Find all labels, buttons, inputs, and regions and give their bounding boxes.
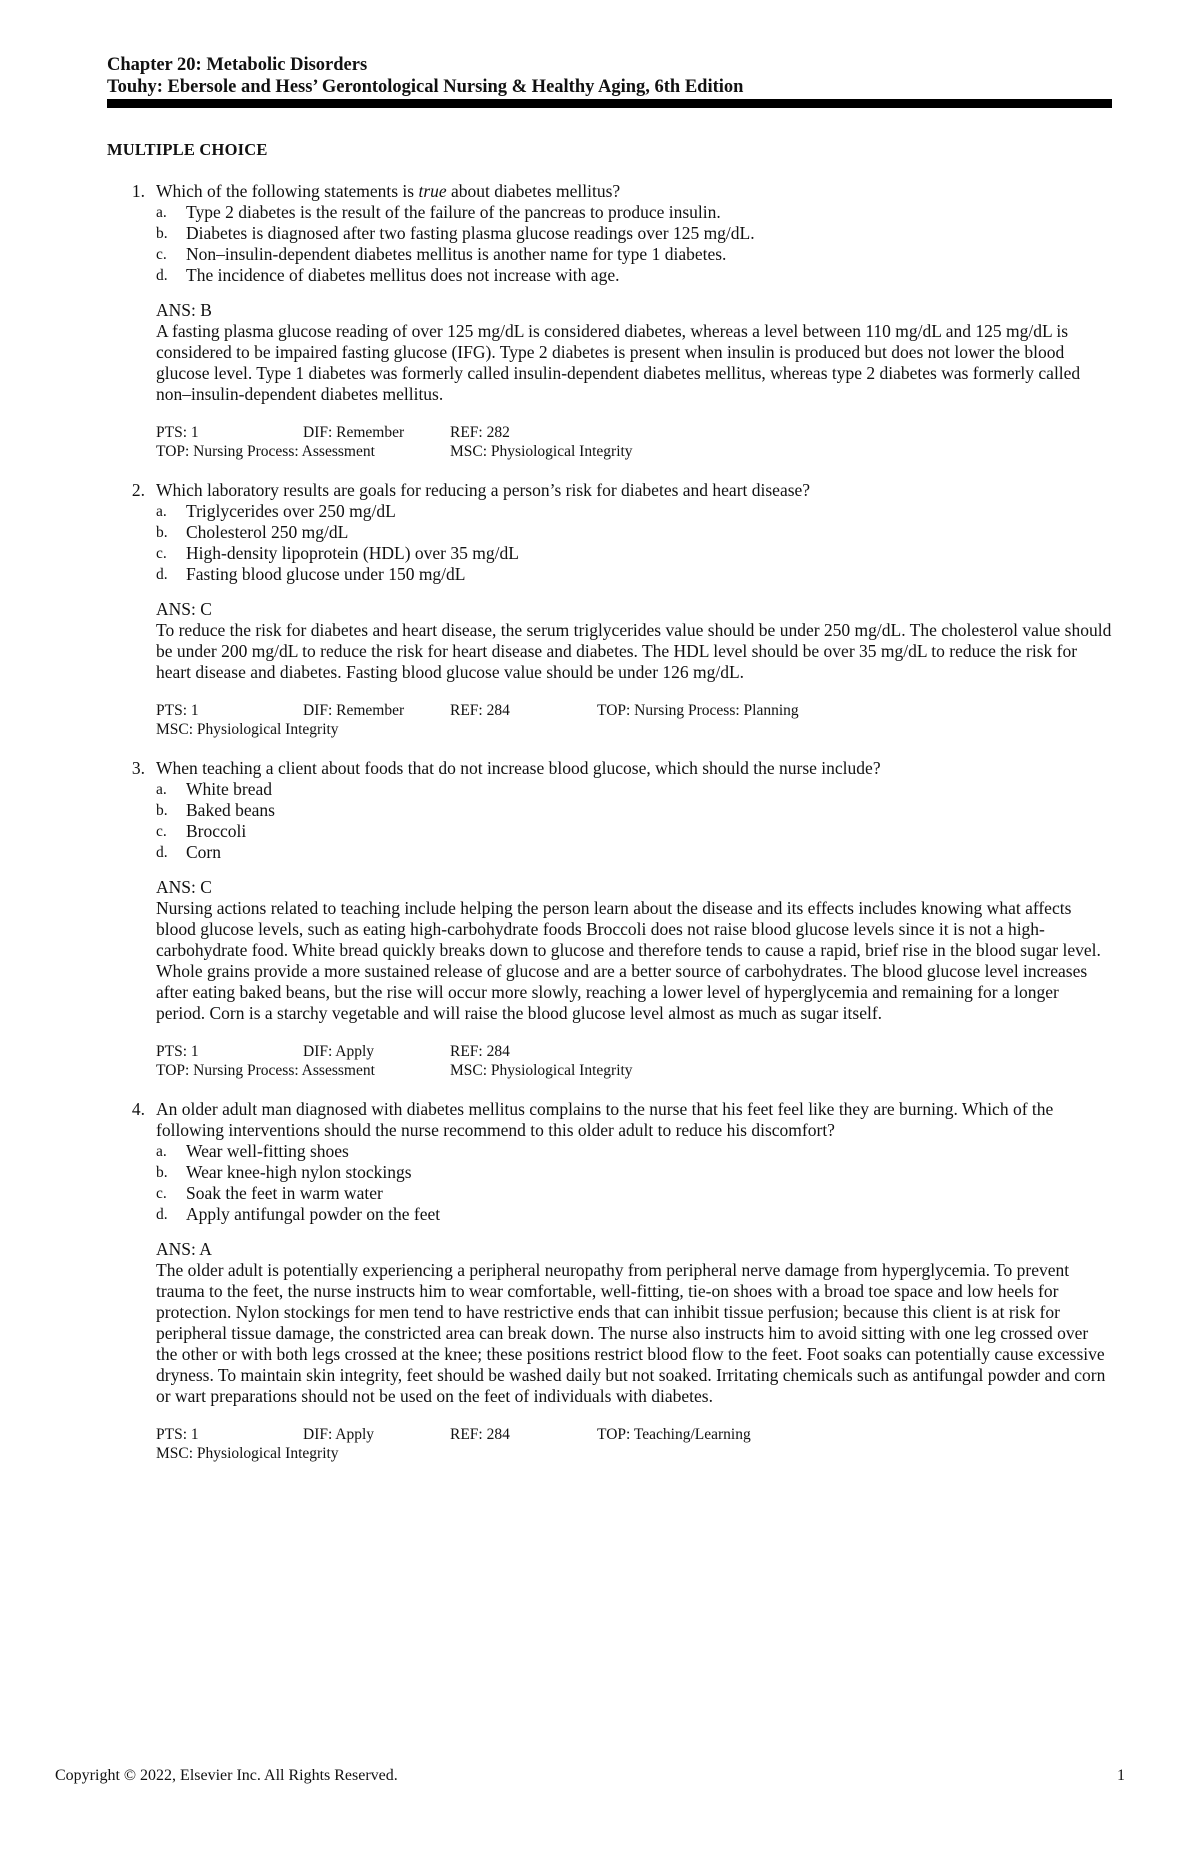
option-d: d. Corn [156,842,221,862]
option-b: b. Cholesterol 250 mg/dL [156,522,349,542]
option-c: c. Broccoli [156,821,247,841]
option-d: d. Apply antifungal powder on the feet [156,1204,441,1224]
rationale: A fasting plasma glucose reading of over 125 mg/dL is considered diabetes, whereas a level between 110 mg/dL and 125 mg/dL is considered to be impaired fasting glucose (IFG). Type 2 diabetes is present when insulin is produced but does not lower the blood glucose level. Type 1 diabetes was formerly called insulin-dependent diabetes mellitus, whereas type 2 diabetes was formerly called non–insulin-dependent diabetes mellitus. [156,321,1081,404]
question-metadata: PTS: 1 DIF: Remember REF: 284 TOP: Nursing Process: Planning MSC: Physiological Integrity [156,702,799,738]
page-footer [55,1767,1125,1785]
rationale: The older adult is potentially experiencing a peripheral neuropathy from peripheral nerve damage from hyperglycemia. To prevent trauma to the feet, the nurse instructs him to wear comfortable, well-fitting, tie-on shoes with a broad toe space and low heels for protection. Nylon stockings for men tend to have restrictive ends that can inhibit tissue perfusion; because this client is at risk for peripheral tissue damage, the constricted area can break down. The nurse also instructs him to avoid sitting with one leg crossed over the other or with both legs crossed at the knee; these positions restrict blood flow to the feet. Foot soaks can potentially cause excessive dryness. To maintain skin integrity, feet should be washed daily but not soaked. Irritating chemicals such as antifungal powder and corn or wart preparations should not be used on the feet of individuals with diabetes. [156,1260,1106,1406]
option-b: b. Baked beans [156,800,275,820]
question-stem: Which of the following statements is true about diabetes mellitus? [156,181,621,201]
option-d: d. The incidence of diabetes mellitus does not increase with age. [156,265,620,285]
chapter-title: Chapter 20: Metabolic Disorders [107,55,368,75]
option-c: c. Non–insulin-dependent diabetes mellitus is another name for type 1 diabetes. [156,244,727,264]
option-b: b. Wear knee-high nylon stockings [156,1162,412,1182]
question-2 [107,480,1112,739]
copyright-notice: Copyright © 2022, Elsevier Inc. All Rights Reserved. [55,1767,398,1784]
question-stem: Which laboratory results are goals for reducing a person’s risk for diabetes and heart disease? [156,480,811,500]
question-number: 4. [131,1099,145,1119]
question-number: 1. [131,181,145,201]
answer-key: ANS: C [156,877,212,897]
option-c: c. High-density lipoprotein (HDL) over 35 mg/dL [156,543,519,563]
question-metadata: PTS: 1 DIF: Apply REF: 284 TOP: Nursing Process: Assessment MSC: Physiological Integrity [156,1043,633,1079]
page-number: 1 [1117,1767,1125,1784]
question-number: 3. [131,758,145,778]
question-stem: When teaching a client about foods that do not increase blood glucose, which should the nurse include? [156,758,881,778]
question-1 [107,181,1112,461]
question-4 [107,1099,1112,1463]
book-title: Touhy: Ebersole and Hess’ Gerontological Nursing & Healthy Aging, 6th Edition [107,77,744,97]
option-a: a. Type 2 diabetes is the result of the failure of the pancreas to produce insulin. [156,202,721,222]
document-header [107,54,1112,98]
rationale: Nursing actions related to teaching include helping the person learn about the disease and its effects includes knowing what affects blood glucose levels, such as eating high-carbohydrate foods Broccoli does not raise blood glucose levels since it is not a high-carbohydrate food. White bread quickly breaks down to glucose and therefore tends to cause a rapid, brief rise in the blood sugar level. Whole grains provide a more sustained release of glucose and are a better source of carbohydrates. The blood glucose level increases after eating baked beans, but the rise will occur more slowly, reaching a lower level of hyperglycemia and remaining for a longer period. Corn is a starchy vegetable and will raise the blood glucose level almost as much as sugar itself. [156,898,1101,1023]
question-metadata: PTS: 1 DIF: Apply REF: 284 TOP: Teaching/Learning MSC: Physiological Integrity [156,1426,751,1462]
answer-key: ANS: C [156,599,212,619]
answer-key: ANS: B [156,300,212,320]
section-title: MULTIPLE CHOICE [107,140,268,159]
option-b: b. Diabetes is diagnosed after two fasting plasma glucose readings over 125 mg/dL. [156,223,755,243]
option-a: a. Wear well-fitting shoes [156,1141,349,1161]
option-a: a. White bread [156,779,272,799]
answer-key: ANS: A [156,1239,212,1259]
option-a: a. Triglycerides over 250 mg/dL [156,501,396,521]
header-rule [107,99,1112,108]
rationale: To reduce the risk for diabetes and heart disease, the serum triglycerides value should be under 250 mg/dL. The cholesterol value should be under 200 mg/dL to reduce the risk for heart disease and diabetes. The HDL level should be over 35 mg/dL to reduce the risk for heart disease and diabetes. Fasting blood glucose value should be under 126 mg/dL. [156,620,1112,682]
question-stem: An older adult man diagnosed with diabetes mellitus complains to the nurse that his feet feel like they are burning. Which of the following interventions should the nurse recommend to this older adult to reduce his discomfort? [156,1099,1054,1140]
option-c: c. Soak the feet in warm water [156,1183,383,1203]
question-number: 2. [131,480,145,500]
option-d: d. Fasting blood glucose under 150 mg/dL [156,564,466,584]
question-metadata: PTS: 1 DIF: Remember REF: 282 TOP: Nursing Process: Assessment MSC: Physiological Integrity [156,424,633,460]
question-3 [107,758,1112,1080]
question-list [107,181,1112,1482]
